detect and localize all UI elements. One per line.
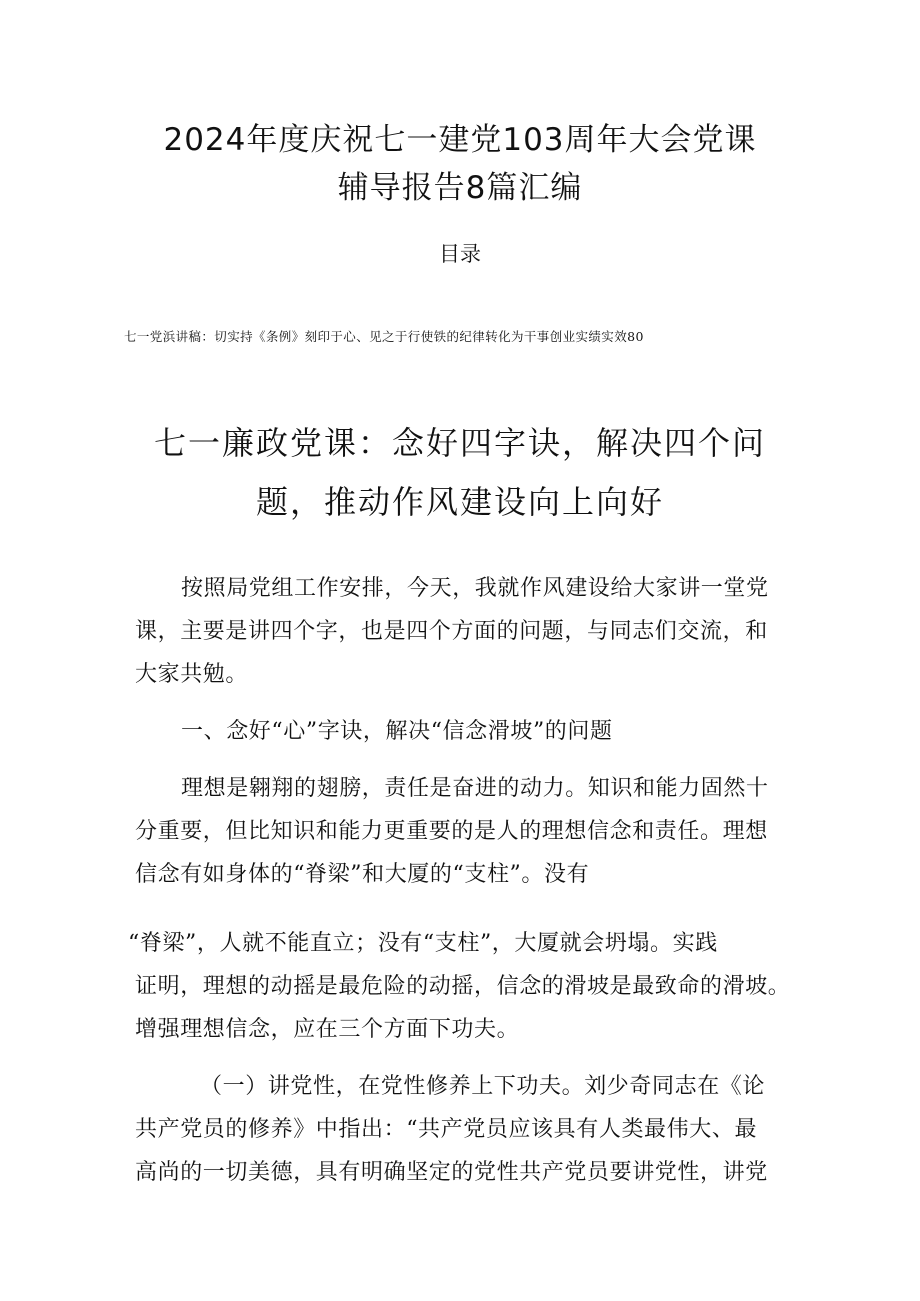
body-line-1: 按照局党组工作安排，今天，我就作风建设给大家讲一堂党 xyxy=(181,576,769,601)
subsection-line-3: 高尚的一切美德，具有明确坚定的党性共产党员要讲党性，讲党 xyxy=(135,1160,768,1185)
article-title-line-2: 题，推动作风建设向上向好 xyxy=(255,483,664,521)
body-line-8: “脊梁”，人就不能直立；没有“支柱”，大厦就会坍塌。实践 xyxy=(128,931,718,956)
body-line-7: 信念有如身体的“脊梁”和大厦的“支柱”。没有 xyxy=(135,862,590,887)
toc-heading: 目录 xyxy=(439,242,481,266)
body-line-2: 课，主要是讲四个字，也是四个方面的问题，与同志们交流，和 xyxy=(135,619,768,644)
article-title-line-1: 七一廉政党课：念好四字诀，解决四个问 xyxy=(153,424,766,462)
subsection-line-2: 共产党员的修养》中指出：“共产党员应该具有人类最伟大、最 xyxy=(135,1117,758,1142)
body-line-10: 增强理想信念，应在三个方面下功夫。 xyxy=(135,1017,520,1042)
body-line-6: 分重要，但比知识和能力更重要的是人的理想信念和责任。理想 xyxy=(135,819,768,844)
document-title-line-2: 辅导报告8篇汇编 xyxy=(337,170,583,206)
body-line-5: 理想是翱翔的翅膀，责任是奋进的动力。知识和能力固然十 xyxy=(181,776,769,801)
toc-entry: 七一党浜讲稿：切实持《条例》刻印于心、见之于行使铁的纪律转化为干事创业实绩实效80 xyxy=(124,329,644,344)
subsection-line-1: （一）讲党性，在党性修养上下功夫。刘少奇同志在《论 xyxy=(200,1074,766,1099)
body-line-9: 证明，理想的动摇是最危险的动摇，信念的滑坡是最致命的滑坡。 xyxy=(135,974,791,999)
body-line-3: 大家共勉。 xyxy=(135,662,249,687)
document-title-line-1: 2024年度庆祝七一建党103周年大会党课 xyxy=(163,122,757,158)
section-heading-1: 一、念好“心”字诀，解决“信念滑坡”的问题 xyxy=(181,719,613,744)
